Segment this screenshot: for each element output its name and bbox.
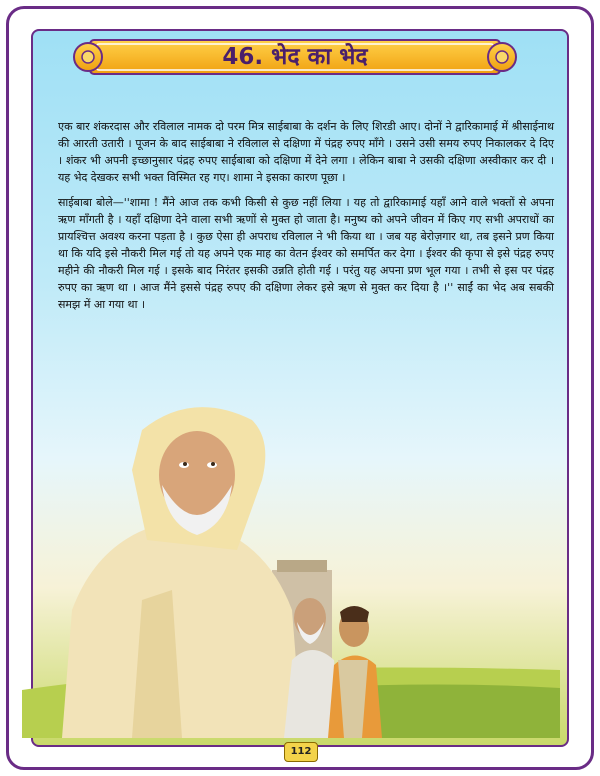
paragraph-2: साईबाबा बोले—''शामा ! मैंने आज तक कभी किसी से कुछ नहीं लिया । यह तो द्वारिकामाई यहाँ आने वाले भक्तों से अपना ऋण माँगती है । यहाँ दक्षिणा देने वाला सभी ऋणों से मुक्त हो जाता है। मनुष्य को अपने जीवन में किए गए सभी अपराधों का प्रायश्चित्त अवश्य करना पड़ता है । कुछ ऐसा ही अपराध रविलाल ने भी किया था । जब यह बेरोज़गार था, तब इसने प्रण किया था कि यदि इसे नौकरी मिल गई तो यह अपने एक माह का वेतन ईश्वर को समर्पित कर देगा । ईश्वर की कृपा से इसे पंद्रह रुपए महीने की नौकरी मिल गई । इसके बाद निरंतर इसकी उन्नति होती गई । परंतु यह अपना प्रण भूल गया । तभी से इस पर पंद्रह रुपए का ऋण था । आज मैंने इससे पंद्रह रुपए की दक्षिणा लेकर इसे ऋण से मुक्त कर दिया है ।'' साईं का भेद अब सबकी समझ में आ गया था ।	[58, 196, 554, 311]
story-title: 46. भेद का भेद	[222, 44, 368, 70]
story-text	[58, 118, 554, 321]
paragraph-1: एक बार शंकरदास और रविलाल नामक दो परम मित्र साईबाबा के दर्शन के लिए शिरडी आए। दोनों ने द्वारिकामाई में श्रीसाईनाथ की आरती उतारी । पूजन के बाद साईबाबा ने रविलाल से दक्षिणा में पंद्रह रुपए माँगे । उसने उसी समय रुपए निकालकर दे दिए । शंकर भी अपनी इच्छानुसार पंद्रह रुपए साईबाबा को दक्षिणा में देने लगा । लेकिन बाबा ने उसकी दक्षिणा अस्वीकार कर दी । यह भेद देखकर सभी भक्त विस्मित रह गए। शामा ने इसका कारण पूछा ।	[58, 120, 554, 184]
title-banner	[72, 34, 518, 80]
page-number: 112	[284, 742, 318, 762]
sai-baba-illustration	[22, 360, 560, 738]
